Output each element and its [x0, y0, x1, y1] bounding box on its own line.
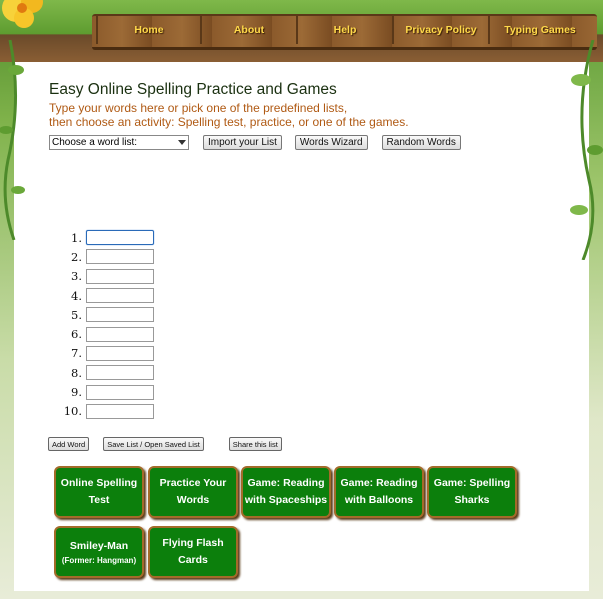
nav-about[interactable]: About — [200, 16, 296, 44]
words-wizard-button[interactable]: Words Wizard — [295, 135, 368, 150]
activity-label: Online Spelling — [60, 477, 138, 489]
vine-left-icon — [0, 40, 40, 240]
activity-spelling-sharks[interactable] — [427, 466, 517, 518]
word-row — [60, 324, 170, 343]
activity-label: Smiley-Man — [69, 539, 129, 552]
activity-sublabel: (Former: Hangman) — [61, 555, 137, 565]
site-header — [0, 0, 603, 62]
word-input-9[interactable] — [86, 385, 154, 400]
word-input-4[interactable] — [86, 288, 154, 303]
word-number: 10. — [63, 404, 82, 419]
word-input-2[interactable] — [86, 249, 154, 264]
activity-label: with Balloons — [344, 494, 414, 506]
bottom-border — [14, 591, 589, 599]
save-list-button[interactable]: Save List / Open Saved List — [103, 437, 204, 451]
word-number: 1. — [71, 230, 82, 245]
activity-flying-flash-cards[interactable] — [148, 526, 238, 578]
activity-label: Game: Spelling — [433, 477, 511, 489]
word-row — [60, 267, 170, 286]
subtitle-line-1: Type your words here or pick one of the predefined lists, — [49, 101, 348, 115]
word-input-list — [60, 228, 170, 421]
activity-smiley-man[interactable] — [54, 526, 144, 578]
word-row — [60, 344, 170, 363]
word-number: 2. — [71, 249, 82, 264]
list-actions — [48, 437, 282, 451]
word-row — [60, 363, 170, 382]
activity-label: with Spaceships — [244, 494, 328, 506]
word-input-10[interactable] — [86, 404, 154, 419]
word-list-controls — [49, 135, 461, 150]
word-input-8[interactable] — [86, 365, 154, 380]
word-row — [60, 228, 170, 247]
word-input-1[interactable] — [86, 230, 154, 245]
activity-label: Words — [176, 494, 210, 506]
page-subtitle — [49, 101, 409, 129]
activity-online-spelling-test[interactable] — [54, 466, 144, 518]
nav-typing-games[interactable]: Typing Games — [488, 16, 590, 44]
random-words-button[interactable]: Random Words — [382, 135, 461, 150]
add-word-button[interactable]: Add Word — [48, 437, 89, 451]
activity-reading-spaceships[interactable] — [241, 466, 331, 518]
nav-privacy-policy[interactable]: Privacy Policy — [392, 16, 488, 44]
word-row — [60, 305, 170, 324]
word-number: 5. — [71, 307, 82, 322]
word-row — [60, 286, 170, 305]
word-list-select[interactable] — [49, 135, 189, 150]
word-number: 7. — [71, 346, 82, 361]
nav-home[interactable]: Home — [96, 16, 200, 44]
main-nav — [96, 16, 590, 44]
chevron-down-icon — [178, 140, 186, 146]
subtitle-line-2: then choose an activity: Spelling test, practice, or one of the games. — [49, 115, 409, 129]
word-input-7[interactable] — [86, 346, 154, 361]
flower-icon — [0, 0, 54, 40]
word-number: 3. — [71, 269, 82, 284]
activity-label: Test — [88, 494, 110, 506]
word-input-6[interactable] — [86, 327, 154, 342]
activity-reading-balloons[interactable] — [334, 466, 424, 518]
word-list-select-value: Choose a word list: — [52, 137, 138, 148]
activity-label: Flying Flash — [162, 537, 224, 549]
nav-help[interactable]: Help — [296, 16, 392, 44]
activity-label: Game: Reading — [247, 477, 325, 489]
share-list-button[interactable]: Share this list — [229, 437, 282, 451]
vine-right-icon — [543, 40, 603, 260]
word-row — [60, 382, 170, 401]
word-number: 6. — [71, 327, 82, 342]
import-list-button[interactable]: Import your List — [203, 135, 282, 150]
activity-label: Sharks — [454, 494, 490, 506]
word-row — [60, 247, 170, 266]
activity-label: Game: Reading — [340, 477, 418, 489]
word-input-3[interactable] — [86, 269, 154, 284]
activity-label: Cards — [178, 554, 208, 566]
page-title: Easy Online Spelling Practice and Games — [49, 81, 337, 98]
word-number: 8. — [71, 365, 82, 380]
activity-practice-words[interactable] — [148, 466, 238, 518]
activity-label: Practice Your — [159, 477, 227, 489]
word-number: 9. — [71, 385, 82, 400]
word-row — [60, 402, 170, 421]
word-input-5[interactable] — [86, 307, 154, 322]
word-number: 4. — [71, 288, 82, 303]
